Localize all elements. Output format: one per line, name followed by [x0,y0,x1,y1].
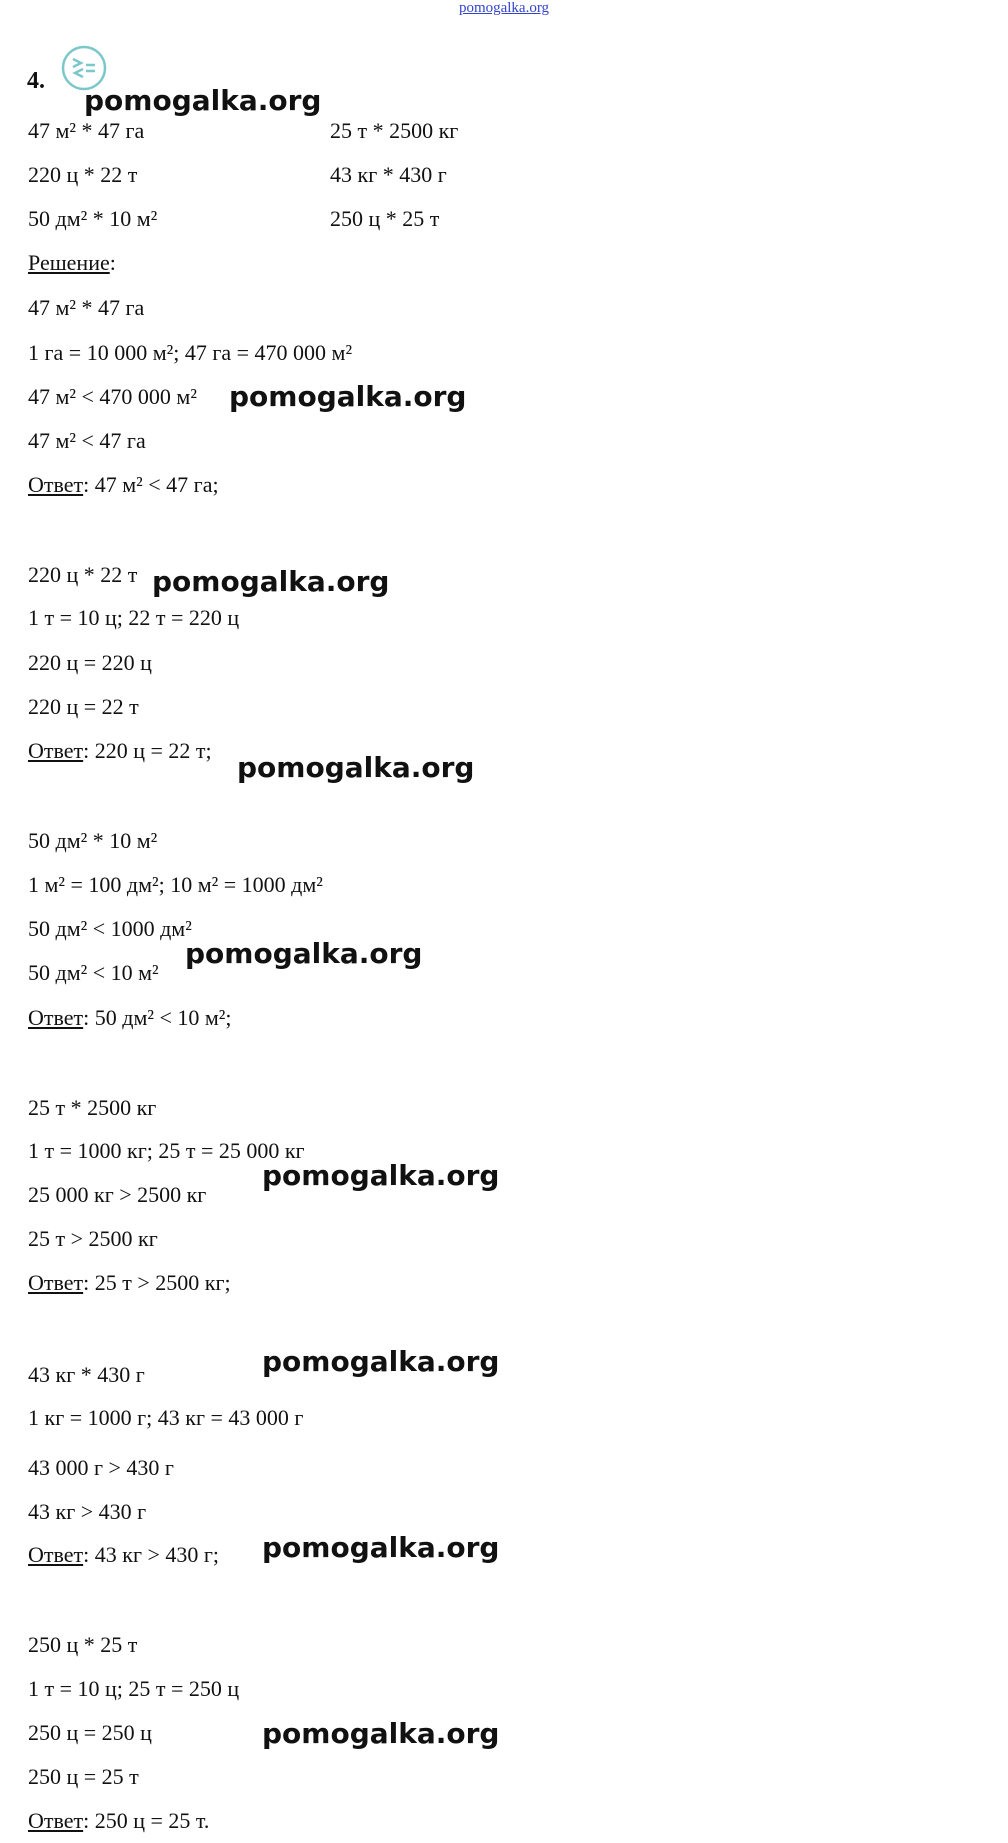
watermark: pomogalka.org [262,1345,500,1378]
task-line: 47 м² * 47 га [28,118,145,143]
solution-line: 250 ц = 250 ц [28,1720,152,1745]
solution-colon: : [109,250,116,275]
answer-label: Ответ [28,1808,84,1833]
answer-line [28,472,219,498]
watermark: pomogalka.org [185,937,423,970]
solution-line: 250 ц * 25 т [28,1632,138,1657]
answer-text: : 47 м² < 47 га; [83,472,219,497]
answer-label: Ответ [28,1005,84,1030]
watermark: pomogalka.org [262,1717,500,1750]
answer-line [28,1542,219,1568]
solution-line: 1 т = 1000 кг; 25 т = 25 000 кг [28,1138,305,1163]
task-line: 25 т * 2500 кг [330,118,459,143]
answer-label: Ответ [28,1270,84,1295]
solution-line: 25 000 кг > 2500 кг [28,1182,207,1207]
watermark: pomogalka.org [229,380,467,413]
solution-line: 47 м² < 470 000 м² [28,384,197,409]
answer-text: : 43 кг > 430 г; [83,1542,220,1567]
solution-label: Решение [28,250,110,275]
answer-label: Ответ [28,1542,84,1567]
solution-line: 50 дм² * 10 м² [28,828,158,853]
solution-line: 50 дм² < 1000 дм² [28,916,192,941]
answer-line [28,738,212,764]
watermark: pomogalka.org [237,751,475,784]
watermark: pomogalka.org [262,1159,500,1192]
task-line: 43 кг * 430 г [330,162,447,187]
solution-line: 250 ц = 25 т [28,1764,139,1789]
task-line: 50 дм² * 10 м² [28,206,158,231]
solution-line: 43 000 г > 430 г [28,1455,174,1480]
solution-line: 43 кг * 430 г [28,1362,145,1387]
answer-text: : 50 дм² < 10 м²; [83,1005,232,1030]
solution-line: 43 кг > 430 г [28,1499,147,1524]
solution-line: 25 т * 2500 кг [28,1095,157,1120]
answer-label: Ответ [28,738,84,763]
solution-line: 25 т > 2500 кг [28,1226,158,1251]
watermark: pomogalka.org [262,1531,500,1564]
answer-text: : 220 ц = 22 т; [83,738,212,763]
watermark: pomogalka.org [152,565,390,598]
solution-line: 220 ц = 22 т [28,694,139,719]
solution-line: 1 т = 10 ц; 22 т = 220 ц [28,605,240,630]
solution-line: 220 ц * 22 т [28,562,138,587]
site-header-link[interactable]: pomogalka.org [458,0,550,16]
solution-line: 47 м² * 47 га [28,295,145,320]
solution-line: 50 дм² < 10 м² [28,960,159,985]
solution-line: 220 ц = 220 ц [28,650,152,675]
solution-line: 1 кг = 1000 г; 43 кг = 43 000 г [28,1405,304,1430]
task-line: 220 ц * 22 т [28,162,138,187]
answer-label: Ответ [28,472,84,497]
watermark: pomogalka.org [84,84,322,117]
task-number: 4. [27,68,45,94]
solution-heading [28,250,116,276]
answer-line [28,1270,231,1296]
solution-line: 1 т = 10 ц; 25 т = 250 ц [28,1676,240,1701]
answer-text: : 250 ц = 25 т. [83,1808,210,1833]
answer-line [28,1808,209,1834]
solution-line: 47 м² < 47 га [28,428,146,453]
answer-text: : 25 т > 2500 кг; [83,1270,231,1295]
solution-line: 1 га = 10 000 м²; 47 га = 470 000 м² [28,340,353,365]
task-line: 250 ц * 25 т [330,206,440,231]
solution-line: 1 м² = 100 дм²; 10 м² = 1000 дм² [28,872,323,897]
answer-line [28,1005,232,1031]
